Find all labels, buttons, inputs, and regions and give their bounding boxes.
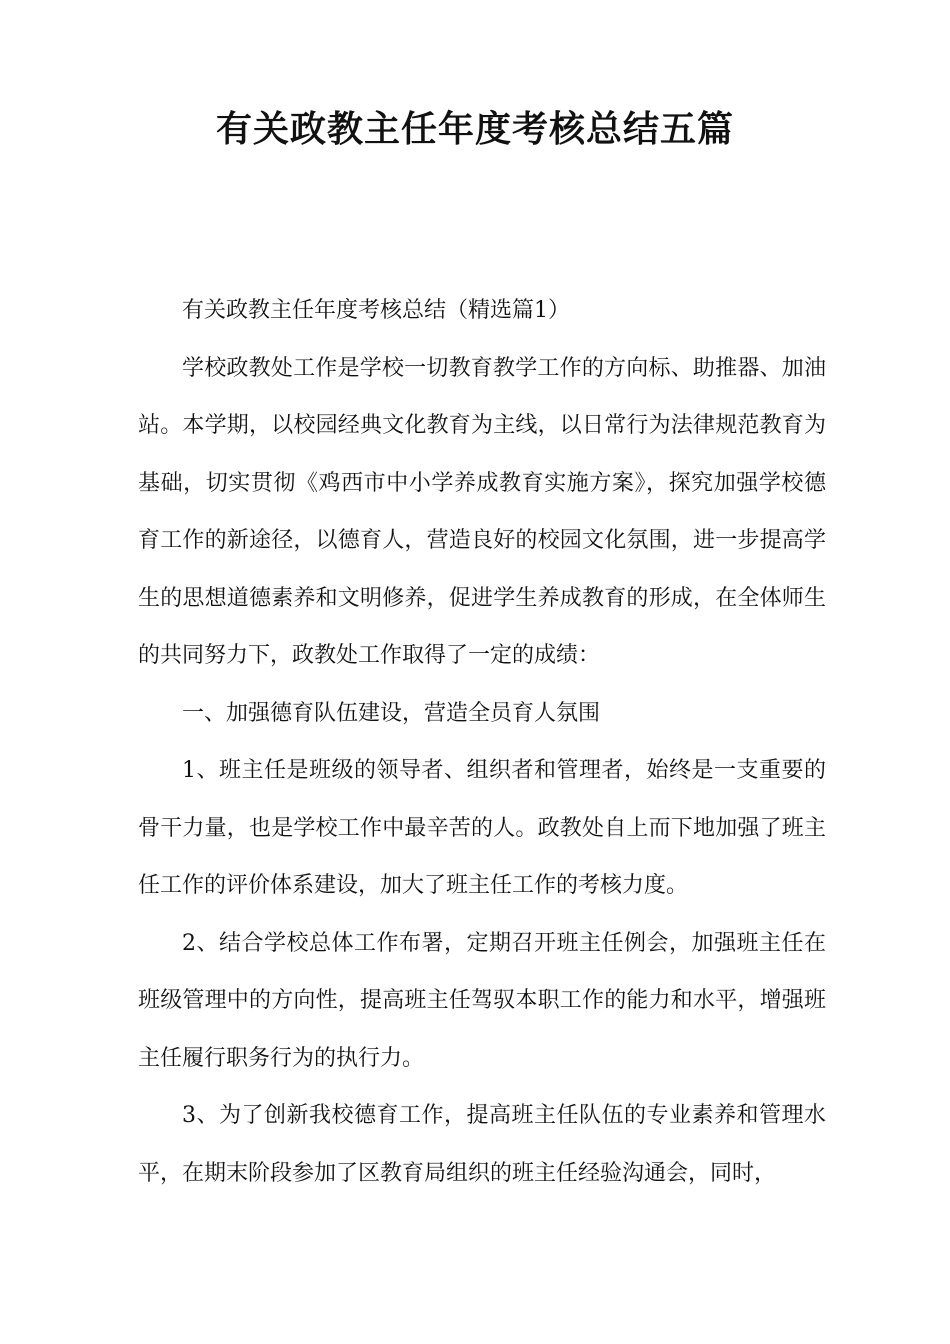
body-paragraph: 3、为了创新我校德育工作，提高班主任队伍的专业素养和管理水平，在期末阶段参加了区教育局组织的班主任经验沟通会，同时， xyxy=(138,1103,826,1186)
document-body xyxy=(138,282,826,1202)
section-subheading: 一、加强德育队伍建设，营造全员育人氛围 xyxy=(182,700,601,726)
document-title: 有关政教主任年度考核总结五篇 xyxy=(215,109,734,150)
body-paragraph: 2、结合学校总体工作布署，定期召开班主任例会，加强班主任在班级管理中的方向性，提高班主任驾驭本职工作的能力和水平，增强班主任履行职务行为的执行力。 xyxy=(138,930,826,1071)
body-paragraph: 1、班主任是班级的领导者、组织者和管理者，始终是一支重要的骨干力量，也是学校工作中最辛苦的人。政教处自上而下地加强了班主任工作的评价体系建设，加大了班主任工作的考核力度。 xyxy=(138,758,826,898)
body-paragraph: 学校政教处工作是学校一切教育教学工作的方向标、助推器、加油站。本学期，以校园经典文化教育为主线，以日常行为法律规范教育为基础，切实贯彻《鸡西市中小学养成教育实施方案》，探究加强学校德育工作的新途径，以德育人，营造良好的校园文化氛围，进一步提高学生的思想道德素养和文明修养，促进学生养成教育的形成，在全体师生的共同努力下，政教处工作取得了一定的成绩： xyxy=(138,355,826,668)
section-heading: 有关政教主任年度考核总结（精选篇1） xyxy=(182,298,570,323)
